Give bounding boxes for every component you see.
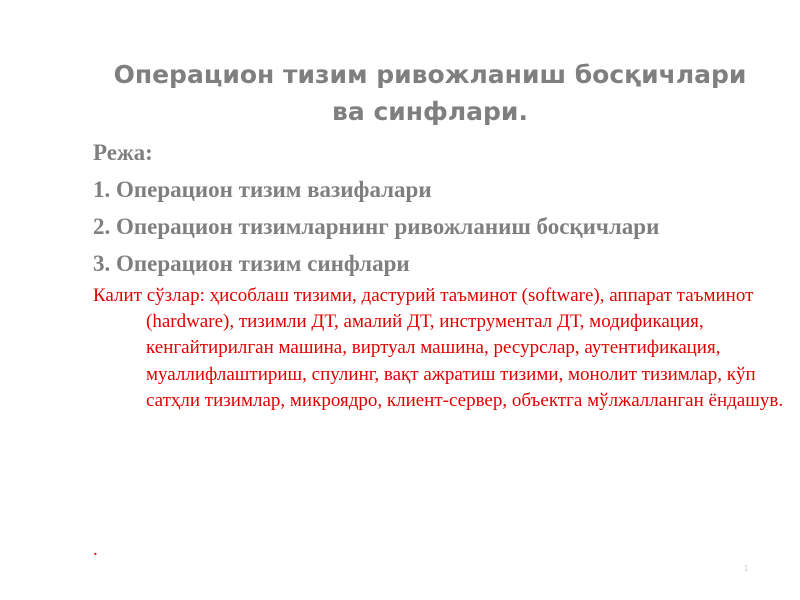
agenda-item: 1. Операцион тизим вазифалари [93,177,432,202]
slide-title: Операцион тизим ривожланиш босқичлари ва синфлари. [113,60,747,126]
agenda-item: 3. Операцион тизим синфлари [93,251,410,276]
keywords-paragraph: Калит сўзлар: ҳисоблаш тизими, дастурий таъминот (software), аппарат таъминот (hardware), тизимли ДТ, амалий ДТ, инструментал ДТ, модификация, кенгайтирилган машина, виртуал машина, ресурслар, аутентификация, муаллифлаштириш, спулинг, вақт ажратиш тизими, монолит тизимлар, кўп сатҳли тизимлар, микроядро, клиент-сервер, объектга мўлжалланган ёндашув. [93,285,784,411]
agenda [93,134,783,282]
agenda-item: 2. Операцион тизимларнинг ривожланиш босқичлари [93,214,660,239]
agenda-heading: Режа: [93,140,153,165]
page-number: 1 [744,564,749,573]
trailing-mark: . [93,539,98,560]
